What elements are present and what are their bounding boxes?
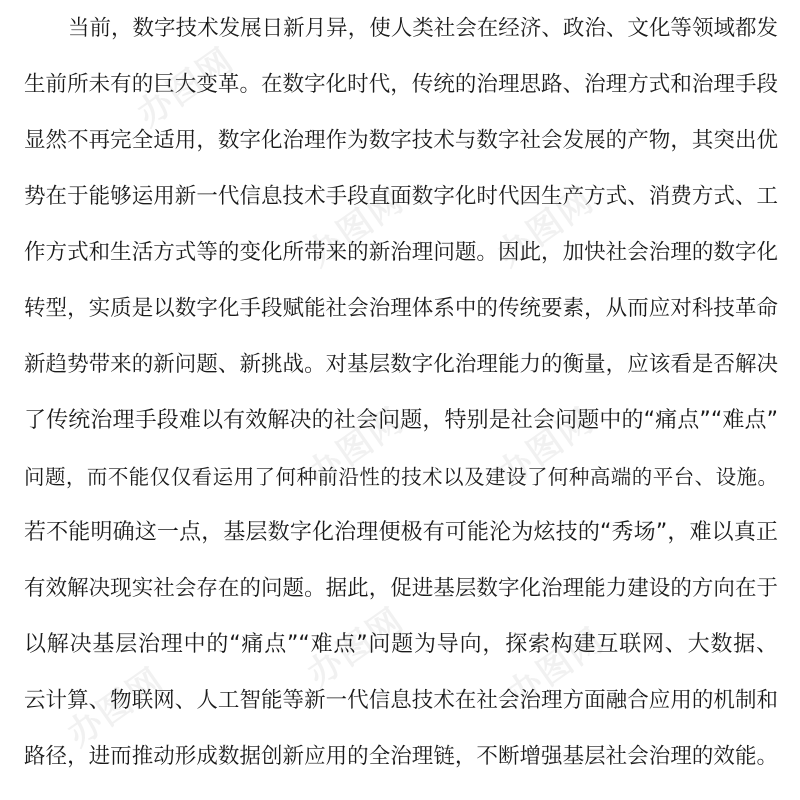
paragraph-line: 作方式和生活方式等的变化所带来的新治理问题。因此，加快社会治理的数字化 [24, 240, 778, 265]
paragraph-line: 新趋势带来的新问题、新挑战。对基层数字化治理能力的衡量，应该看是否解决 [24, 352, 778, 377]
paragraph-line: 云计算、物联网、人工智能等新一代信息技术在社会治理方面融合应用的机制和 [24, 688, 778, 713]
watermark: 办图网 [60, 660, 172, 755]
paragraph-line: 显然不再完全适用，数字化治理作为数字技术与数字社会发展的产物，其突出优 [24, 128, 778, 153]
paragraph-line: 转型，实质是以数字化手段赋能社会治理体系中的传统要素，从而应对科技革命 [24, 296, 778, 321]
paragraph-line: 生前所未有的巨大变革。在数字化时代，传统的治理思路、治理方式和治理手段 [24, 72, 778, 97]
watermark: 办图网 [300, 400, 412, 495]
watermark: 办图网 [130, 40, 242, 135]
paragraph-line: 当前，数字技术发展日新月异，使人类社会在经济、政治、文化等领域都发 [68, 16, 778, 41]
paragraph-line: 以解决基层治理中的“痛点”“难点”问题为导向，探索构建互联网、大数据、 [24, 632, 778, 657]
watermark: 办图网 [490, 180, 602, 275]
paragraph-line: 势在于能够运用新一代信息技术手段直面数字化时代因生产方式、消费方式、工 [24, 184, 778, 209]
watermark: 办图网 [500, 620, 612, 715]
paragraph-line: 若不能明确这一点，基层数字化治理便极有可能沦为炫技的“秀场”，难以真正 [24, 520, 778, 545]
paragraph-line: 有效解决现实社会存在的问题。据此，促进基层数字化治理能力建设的方向在于 [24, 576, 778, 601]
watermark: 办图网 [300, 180, 412, 275]
paragraph-line: 了传统治理手段难以有效解决的社会问题，特别是社会问题中的“痛点”“难点” [24, 408, 778, 433]
paragraph-line: 问题，而不能仅仅看运用了何种前沿性的技术以及建设了何种高端的平台、设施。 [24, 465, 778, 489]
watermark: 办图网 [490, 400, 602, 495]
paragraph-line: 路径，进而推动形成数据创新应用的全治理链，不断增强基层社会治理的效能。 [24, 744, 778, 769]
watermark: 办图网 [300, 600, 412, 695]
